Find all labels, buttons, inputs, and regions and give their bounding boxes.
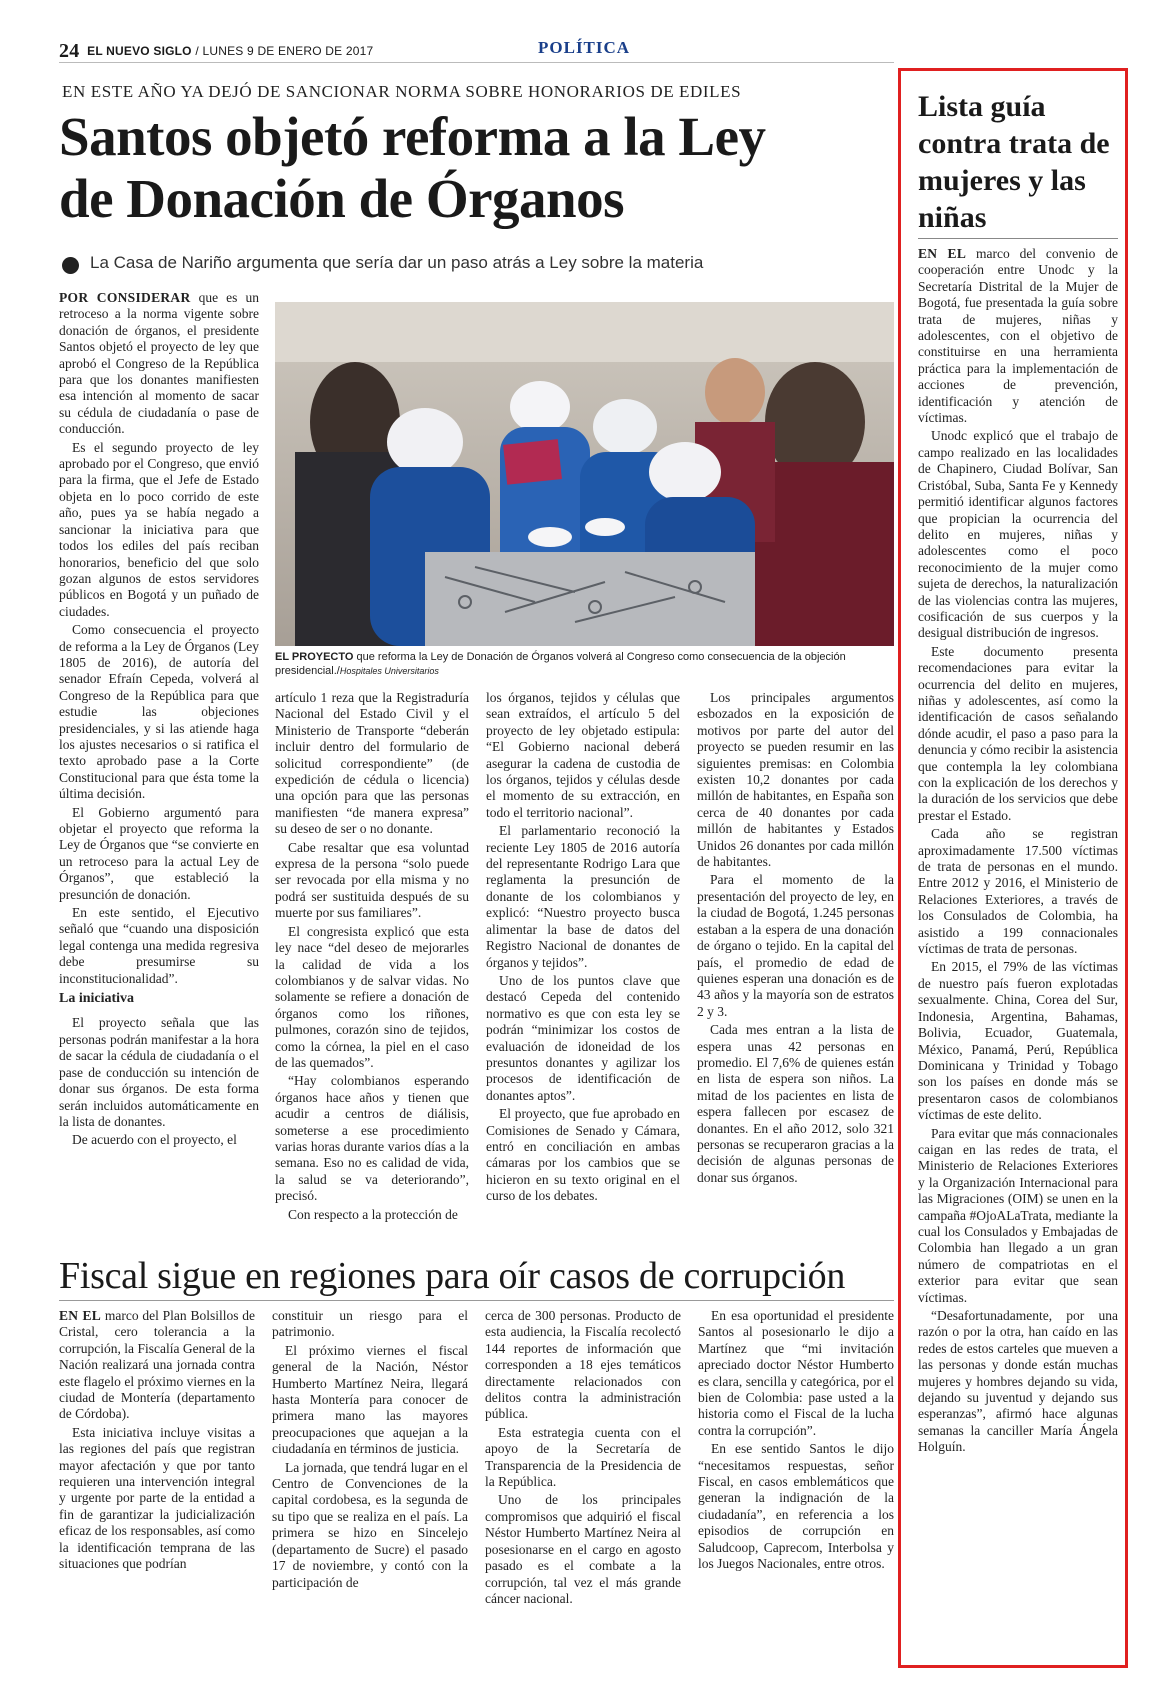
page-number: 24	[59, 40, 80, 62]
lead-in: EN EL	[918, 246, 967, 261]
paragraph: Esta iniciativa incluye visitas a las regiones del país que registran mayor afectación y que por tanto requieren una intervención integral y urgente por parte de la entidad a fin de garantizar la judicialización eficaz de los responsables, así como la identificación temprana de las situaciones que podrían	[59, 1424, 255, 1572]
fiscal-column-1	[59, 1308, 255, 1575]
fiscal-column-3	[485, 1308, 681, 1609]
section-label: POLÍTICA	[538, 38, 631, 57]
paragraph: El congresista explicó que esta ley nace “del deseo de mejorarles la calidad de vida a los colombianos y de salvar vidas. No solamente se refiere a donación de órganos como los riñones, pulmones, corazón sino de tejidos, como la córnea, la piel en el caso de las quemados”.	[275, 923, 469, 1070]
header-divider	[59, 62, 894, 63]
paragraph: Unodc explicó que el trabajo de campo realizado en las localidades de Chapinero, Ciudad Bolívar, San Cristóbal, Suba, Santa Fe y Kennedy permitió identificar algunos factores que propician la ocurrencia del delito en mujeres, niñas y adolescentes como el poco reconocimiento de la mujer como sujeta de derechos, la naturalización de las violencias contra las mujeres, cosificación de sus cuerpos y la desigual distribución de ingresos.	[918, 428, 1118, 641]
paragraph: “Desafortunadamente, por una razón o por la otra, han caído en las redes de estos carteles que mueven a las personas y donde están muchas mujeres y hombres dejando su vida, dejando su juventud y dejando sus esperanzas”, afirmó hace algunas semanas la canciller María Ángela Holguín.	[918, 1308, 1118, 1455]
paragraph: constituir un riesgo para el patrimonio.	[272, 1308, 468, 1340]
article-deck: La Casa de Nariño argumenta que sería dar un paso atrás a Ley sobre la materia	[90, 253, 704, 272]
bullet-icon	[62, 257, 79, 274]
paragraph: Como consecuencia el proyecto de reforma a la Ley de Órganos (Ley 1805 de 2016), de autoría del senador Efraín Cepeda, volverá al Congreso de la República para que estudie las objeciones presidenciales, y si las atiende haga los ajustes necesarios o si ratifica el texto aprobado pase a la Corte Constitucional para que ésta tome la última decisión.	[59, 622, 259, 802]
fiscal-headline: Fiscal sigue en regiones para oír casos de corrupción	[59, 1255, 846, 1297]
section-divider	[59, 1300, 894, 1301]
paragraph: El Gobierno argumentó para objetar el proyecto que reforma la Ley de Órganos que “se convierte en un retroceso para la actual Ley de Órganos”, que estableció la presunción de donación.	[59, 804, 259, 902]
main-column-3	[486, 690, 680, 1207]
newspaper-name: EL NUEVO SIGLO	[87, 44, 192, 58]
article-headline	[59, 106, 899, 230]
caption-lead: EL PROYECTO	[275, 651, 354, 663]
photo-caption	[275, 650, 894, 678]
paragraph: En esa oportunidad el presidente Santos al posesionarlo le dijo a Martínez que “mi invitación apreciado doctor Néstor Humberto es clara, sencilla y categórica, por el bien de Colombia: pase usted a la historia como el Fiscal de la lucha contra la corrupción”.	[698, 1308, 894, 1438]
paragraph: El próximo viernes el fiscal general de la Nación, Néstor Humberto Martínez Neira, llegará hasta Montería para conocer de primera mano las mayores preocupaciones que aquejan a la ciudadanía en términos de justicia.	[272, 1342, 468, 1457]
paragraph: Esta estrategia cuenta con el apoyo de la Secretaría de Transparencia de la Presidencia de la República.	[485, 1424, 681, 1490]
paragraph: En ese sentido Santos le dijo “necesitamos respuestas, señor Fiscal, en casos emblemáticos que generan la indignación de la ciudadanía”, en referencia a los episodios de corrupción en Saludcoop, Caprecom, Interbolsa y los Juegos Nacionales, entre otros.	[698, 1441, 894, 1572]
subheading: La iniciativa	[59, 991, 135, 1007]
surgery-training-photo	[275, 302, 894, 646]
paragraph: Cada año se registran aproximadamente 17.500 víctimas de trata de personas en el mundo. Entre 2012 y 2016, el Ministerio de Relaciones Exteriores, a través de los Consulados de Colombia, ha asistido a 199 connacionales víctimas de trata de personas.	[918, 826, 1118, 957]
main-column-4	[697, 690, 894, 1188]
paragraph: Uno de los puntos clave que destacó Cepeda del contenido normativo es que con esta ley se podrán “minimizar los costos de evaluación de idoneidad de los presuntos donantes y agilizar los procesos de identificación de donantes aptos”.	[486, 972, 680, 1103]
main-column-1	[59, 290, 259, 1151]
paragraph	[59, 1308, 255, 1423]
page-header	[59, 40, 373, 63]
paragraph: los órganos, tejidos y células que sean extraídos, el artículo 5 del proyecto de ley objetado estipula: “El Gobierno nacional deberá asegurar la cadena de custodia de los órganos, tejidos y células desde el momento de su extracción, en todo el territorio nacional”.	[486, 690, 680, 820]
main-column-2	[275, 690, 469, 1225]
caption-text: que reforma la Ley de Donación de Órganos volverá al Congreso como consecuencia de la objeción presidencial./	[275, 651, 846, 677]
headline-line-1: Santos objetó reforma a la Ley	[59, 106, 766, 167]
sidebar-divider	[918, 238, 1118, 239]
paragraph: El proyecto, que fue aprobado en Comisiones de Senado y Cámara, entró en conciliación en ambas cámaras por los cambios que se hicieron en su texto original en el curso de los debates.	[486, 1106, 680, 1204]
paragraph: El parlamentario reconoció la reciente Ley 1805 de 2016 autoría del representante Rodrigo Lara que reglamenta la presunción de donante de los colombianos y explicó: “Nuestro proyecto busca alimentar la base de datos del Registro Nacional de donantes de órganos y tejidos”.	[486, 823, 680, 970]
paragraph-text: que es un retroceso a la norma vigente sobre donación de órganos, el presidente Santos objetó el proyecto de ley que aprobó el Congreso de la República para que los donantes manifiesten esa intención al momento de sacar su cédula de ciudadanía o pase de conducción.	[59, 290, 259, 437]
fiscal-column-4	[698, 1308, 894, 1575]
paragraph: Es el segundo proyecto de ley aprobado por el Congreso, que envió para la firma, que el Jefe de Estado objeta en lo poco corrido de este año, pues ya se había negado a sancionar la iniciativa para que todos los ediles del país reciban honorarios, beneficio del que solo gozan algunos de estos servidores públicos en Bogotá y un puñado de ciudades.	[59, 439, 259, 619]
paragraph	[918, 246, 1118, 426]
sidebar-body	[918, 246, 1118, 1458]
paragraph: El proyecto señala que las personas podrán manifestar a la hora de sacar la cédula de ciudadanía o el pase de conducción su intención de donar sus órganos. De esta forma serán incluidos automáticamente en la lista de donantes.	[59, 1015, 259, 1129]
paragraph: Uno de los principales compromisos que adquirió el fiscal Néstor Humberto Martínez Neira al posesionarse en el cargo en agosto pasado es el combate a la corrupción, tal vez el más grande cáncer nacional.	[485, 1492, 681, 1606]
article-kicker: EN ESTE AÑO YA DEJÓ DE SANCIONAR NORMA SOBRE HONORARIOS DE EDILES	[62, 82, 742, 101]
paragraph: La jornada, que tendrá lugar en el Centro de Convenciones de la capital cordobesa, es la segunda de su tipo que se realiza en el país. La primera se hizo en Sincelejo (departamento de Sucre) el pasado 17 de noviembre, y contó con la participación de	[272, 1459, 468, 1590]
paragraph: artículo 1 reza que la Registraduría Nacional del Estado Civil y el Ministerio de Transporte “deberán incluir dentro del formulario de solicitud correspondiente” (de expedición de cédula o licencia) una opción para que las personas manifiesten “de manera expresa” su deseo de ser o no donante.	[275, 690, 469, 837]
paragraph: “Hay colombianos esperando órganos hace años y tienen que acudir a centros de diálisis, someterse a ese procedimiento varias horas durante varios días a la semana. Eso no es calidad de vida, la salud se va deteriorando”, precisó.	[275, 1073, 469, 1204]
paragraph: En este sentido, el Ejecutivo señaló que “cuando una disposición legal contenga una medida regresiva debe presumirse su inconstitucionalidad”.	[59, 905, 259, 986]
paragraph: De acuerdo con el proyecto, el	[72, 1132, 237, 1148]
paragraph-text: marco del Plan Bolsillos de Cristal, cero tolerancia a la corrupción, la Fiscalía General de la Nación realizará una jornada contra este flagelo el próximo viernes en la ciudad de Montería (departamento de Córdoba).	[59, 1308, 256, 1422]
paragraph: Los principales argumentos esbozados en la exposición de motivos por parte del autor del proyecto se pueden resumir en las siguientes premisas: en Colombia existen 10,2 donantes por cada millón de habitantes, en España son cerca de 40 donantes por cada millón de habitantes y Estados Unidos 26 donantes por cada millón de habitantes.	[697, 690, 894, 870]
lead-in: POR CONSIDERAR	[59, 290, 191, 305]
paragraph	[59, 290, 259, 438]
sidebar-title: Lista guía contra trata de mujeres y las niñas	[918, 90, 1110, 234]
paragraph: Cabe resaltar que esa voluntad expresa de la persona “solo puede ser revocada por ella misma y no podrá ser sustituida después de su muerte por sus familiares”.	[275, 839, 469, 921]
paragraph: Para el momento de la presentación del proyecto de ley, en la ciudad de Bogotá, 1.245 personas estaban a la espera de una donación de órgano o tejido. En la capital del país, el promedio de edad de quienes esperan una donación es de 43 años y la mayoría son de estratos 2 y 3.	[697, 872, 894, 1019]
paragraph: Cada mes entran a la lista de espera unas 42 personas en promedio. El 7,6% de quienes están en lista de espera son niños. La mitad de los pacientes en lista de espera fallecen por escasez de donantes. En el año 2012, solo 321 personas se recuperaron gracias a la decisión de algunas personas de donar sus órganos.	[697, 1022, 894, 1185]
paragraph: En 2015, el 79% de las víctimas de nuestro país fueron explotadas sexualmente. China, Corea del Sur, Indonesia, Argentina, Bahamas, Bolivia, Ecuador, Guatemala, México, Panamá, Perú, República Dominicana y Trinidad y Tobago son los países en donde más se presentaron casos de colombianos víctimas de este delito.	[918, 959, 1118, 1123]
fiscal-column-2	[272, 1308, 468, 1593]
paragraph: Con respecto a la protección de	[288, 1206, 458, 1222]
paragraph: Este documento presenta recomendaciones para evitar la ocurrencia del delito en mujeres, niñas y adolescentes, así como la identificación de casos señalando dónde acudir, el paso a paso para la denuncia y cómo recibir la asistencia que contempla la ley colombiana con la explicación de los derechos y la duración de los servicios que debe prestar el Estado.	[918, 643, 1118, 823]
lead-in: EN EL	[59, 1308, 102, 1323]
paragraph: cerca de 300 personas. Producto de esta audiencia, la Fiscalía recolectó 144 reportes de información que corresponden a 18 ejes temáticos directamente relacionados con delitos contra la administración pública.	[485, 1308, 681, 1422]
issue-date: / LUNES 9 DE ENERO DE 2017	[195, 44, 374, 58]
photo-credit: Hospitales Universitarios	[339, 666, 439, 676]
paragraph-text: marco del convenio de cooperación entre Unodc y la Secretaría Distrital de la Mujer de Bogotá, fue presentada la guía sobre trata de mujeres, niñas y adolescentes, con el objetivo de constituirse en una herramienta práctica para la implementación de acciones de prevención, identificación y atención de víctimas.	[918, 246, 1118, 426]
paragraph: Para evitar que más connacionales caigan en las redes de trata, el Ministerio de Relaciones Exteriores y la Organización Internacional para las Migraciones (OIM) se unen en la campaña #OjoALaTrata, mediante la cual los Consulados y Embajadas de Colombia han llegado a un gran número de compatriotas en el exterior para evitar que sean víctimas.	[918, 1125, 1118, 1305]
headline-line-2: de Donación de Órganos	[59, 168, 625, 229]
